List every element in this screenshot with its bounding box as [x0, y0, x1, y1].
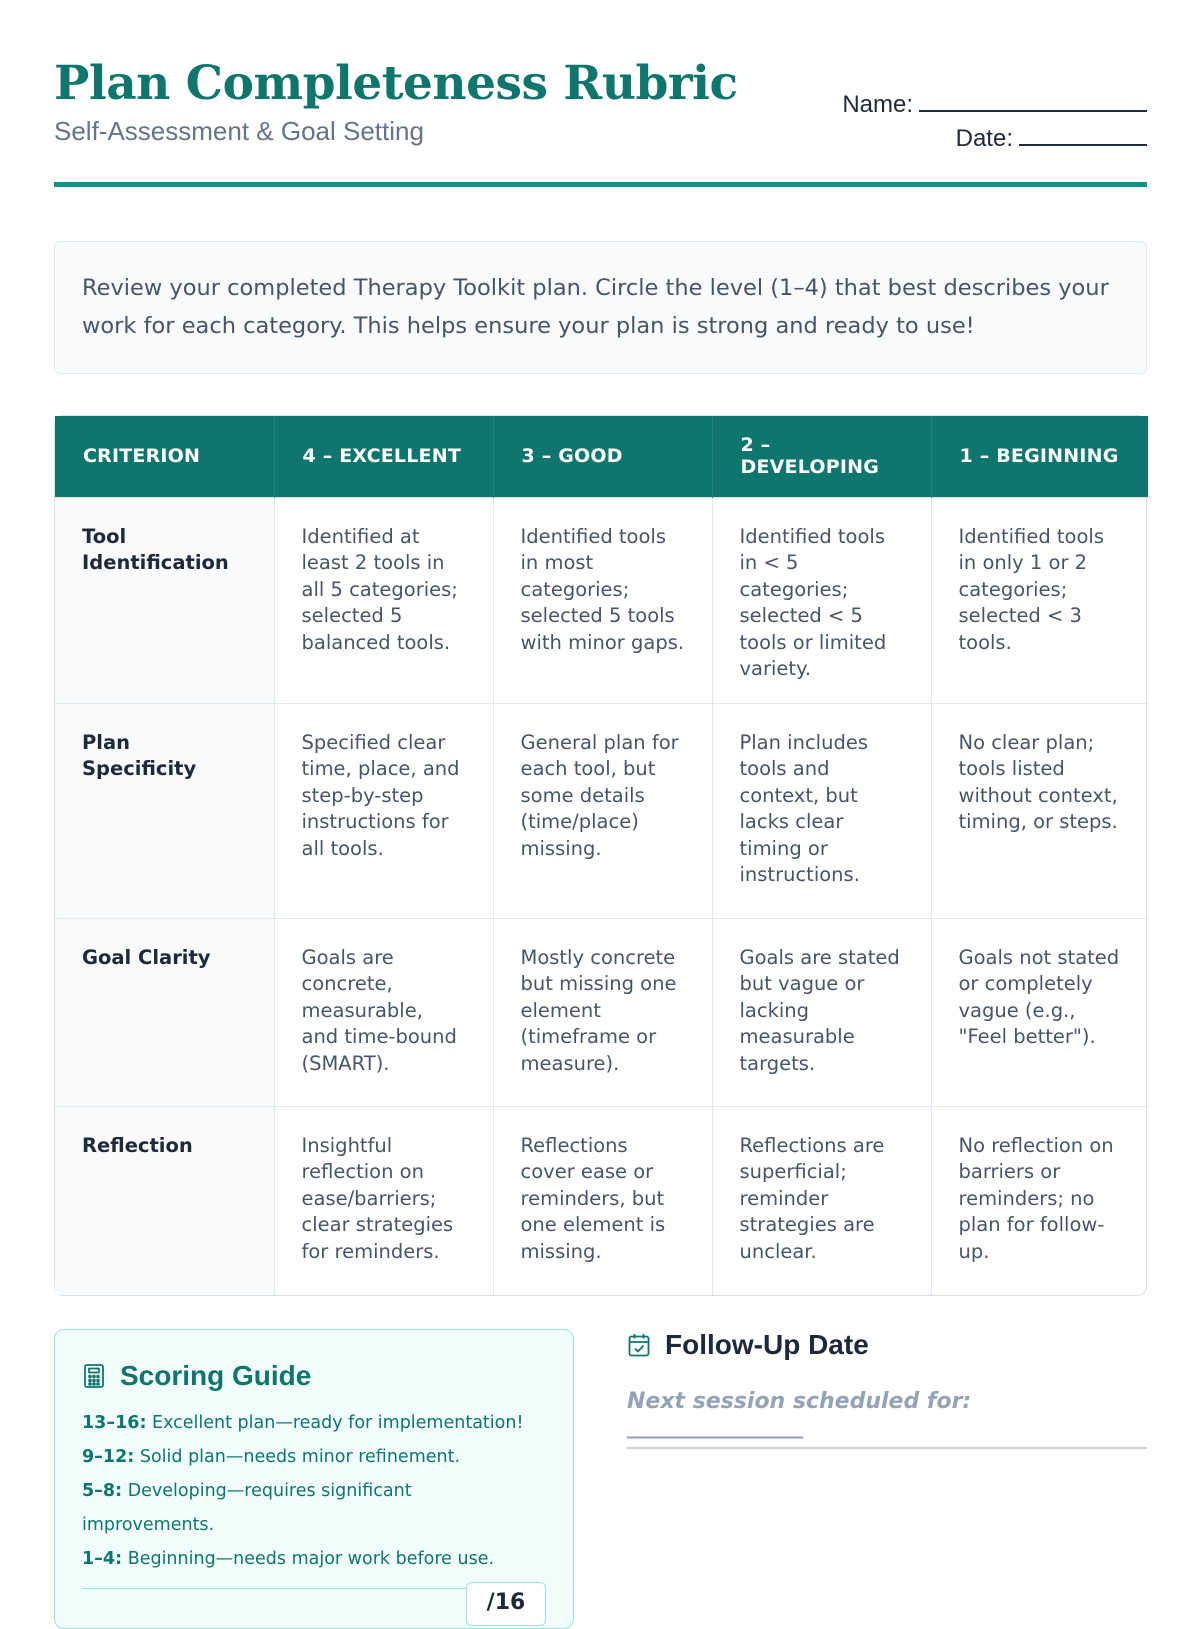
level-2-cell[interactable]: Reflections are superficial; reminder strategies are unclear.	[712, 1106, 931, 1295]
follow-up-section	[627, 1329, 1147, 1449]
header-developing: 2 – DEVELOPING	[712, 416, 931, 497]
date-line	[842, 122, 1147, 156]
list-item	[82, 1406, 546, 1440]
date-label: Date:	[955, 125, 1013, 152]
scoring-guide	[54, 1329, 574, 1629]
name-label: Name:	[842, 91, 913, 118]
header-good: 3 – GOOD	[493, 416, 712, 497]
level-2-cell[interactable]: Plan includes tools and context, but lacks clear timing or instructions.	[712, 703, 931, 918]
level-3-cell[interactable]: General plan for each tool, but some details (time/place) missing.	[493, 703, 712, 918]
score-range: 1–4:	[82, 1549, 123, 1569]
level-3-cell[interactable]: Reflections cover ease or reminders, but one element is missing.	[493, 1106, 712, 1295]
scoring-guide-title	[82, 1360, 546, 1392]
total-score-box[interactable]: /16	[466, 1582, 546, 1626]
table-row	[55, 1106, 1148, 1295]
score-range: 5–8:	[82, 1481, 123, 1501]
instructions-box	[54, 241, 1147, 374]
table-row	[55, 497, 1148, 703]
level-2-cell[interactable]: Goals are stated but vague or lacking measurable targets.	[712, 918, 931, 1106]
criterion-cell: Tool Identification	[55, 497, 274, 703]
list-item	[82, 1474, 546, 1542]
level-1-cell[interactable]: No reflection on barriers or reminders; no plan for follow-up.	[931, 1106, 1148, 1295]
level-1-cell[interactable]: Goals not stated or completely vague (e.g., "Feel better").	[931, 918, 1148, 1106]
level-2-cell[interactable]: Identified tools in < 5 categories; selected < 5 tools or limited variety.	[712, 497, 931, 703]
score-description: Developing—requires significant improvements.	[82, 1481, 412, 1535]
name-line	[842, 88, 1147, 122]
score-range: 9–12:	[82, 1447, 135, 1467]
header-criterion: CRITERION	[55, 416, 274, 497]
calculator-icon	[82, 1363, 106, 1389]
calendar-check-icon	[627, 1332, 651, 1358]
score-description: Solid plan—needs minor refinement.	[139, 1447, 461, 1467]
follow-up-title	[627, 1329, 1147, 1361]
follow-up-label: Follow-Up Date	[665, 1329, 869, 1360]
page-title: Plan Completeness Rubric	[54, 56, 738, 111]
level-3-cell[interactable]: Mostly concrete but missing one element (timeframe or measure).	[493, 918, 712, 1106]
instructions-text: Review your completed Therapy Toolkit plan. Circle the level (1–4) that best describes your work for each category. This helps ensure your plan is strong and ready to use!	[82, 275, 1109, 339]
scoring-list	[82, 1406, 546, 1576]
header	[54, 54, 1147, 186]
level-4-cell[interactable]: Insightful reflection on ease/barriers; clear strategies for reminders.	[274, 1106, 493, 1295]
score-range: 13–16:	[82, 1413, 147, 1433]
name-field[interactable]	[919, 90, 1147, 112]
page-subtitle: Self-Assessment & Goal Setting	[54, 116, 424, 146]
header-beginning: 1 – BEGINNING	[931, 416, 1148, 497]
rubric-header-row	[55, 416, 1148, 497]
level-4-cell[interactable]: Goals are concrete, measurable, and time-bound (SMART).	[274, 918, 493, 1106]
level-1-cell[interactable]: No clear plan; tools listed without context, timing, or steps.	[931, 703, 1148, 918]
level-1-cell[interactable]: Identified tools in only 1 or 2 categories; selected < 3 tools.	[931, 497, 1148, 703]
header-excellent: 4 – EXCELLENT	[274, 416, 493, 497]
scoring-guide-label: Scoring Guide	[120, 1360, 312, 1391]
level-3-cell[interactable]: Identified tools in most categories; selected 5 tools with minor gaps.	[493, 497, 712, 703]
level-4-cell[interactable]: Specified clear time, place, and step-by-step instructions for all tools.	[274, 703, 493, 918]
table-row	[55, 703, 1148, 918]
list-item	[82, 1440, 546, 1474]
criterion-cell: Goal Clarity	[55, 918, 274, 1106]
next-session-field[interactable]: Next session scheduled for: ________________	[627, 1389, 1147, 1449]
score-description: Beginning—needs major work before use.	[127, 1549, 495, 1569]
name-date-block	[842, 88, 1147, 156]
score-description: Excellent plan—ready for implementation!	[152, 1413, 524, 1433]
table-row	[55, 918, 1148, 1106]
header-divider	[54, 182, 1147, 187]
rubric-table	[54, 415, 1147, 1296]
criterion-cell: Reflection	[55, 1106, 274, 1295]
date-field[interactable]	[1019, 124, 1147, 146]
criterion-cell: Plan Specificity	[55, 703, 274, 918]
list-item	[82, 1542, 546, 1576]
level-4-cell[interactable]: Identified at least 2 tools in all 5 categories; selected 5 balanced tools.	[274, 497, 493, 703]
